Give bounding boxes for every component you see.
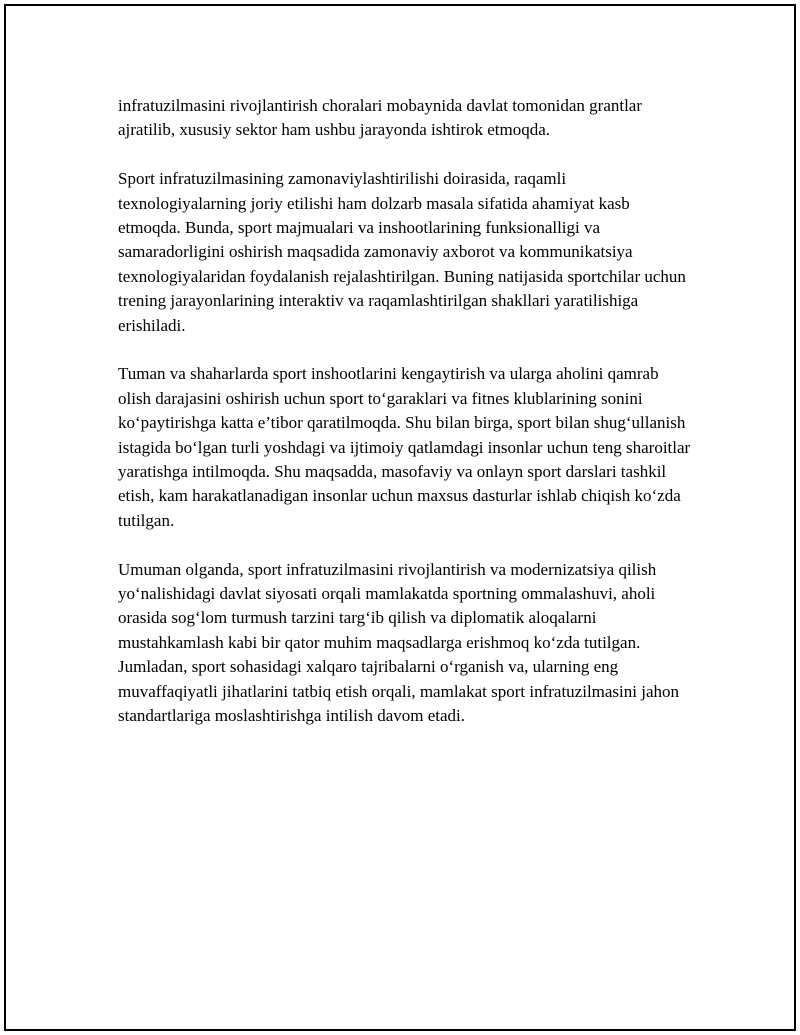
paragraph-4: Umuman olganda, sport infratuzilmasini rivojlantirish va modernizatsiya qilish yo‘nalishidagi davlat siyosati orqali mamlakatda sportning ommalashuvi, aholi orasida sog‘lom turmush tarzini targ‘ib qilish va diplomatik aloqalarni mustahkamlash kabi bir qator muhim maqsadlarga erishmoq ko‘zda tutilgan. Jumladan, sport sohasidagi xalqaro tajribalarni o‘rganish va, ularning eng muvaffaqiyatli jihatlarini tatbiq etish orqali, mamlakat sport infratuzilmasini jahon standartlariga moslashtirishga intilish davom etadi. [118,559,680,726]
document-body [118,94,693,753]
paragraph-2: Sport infratuzilmasining zamonaviylashtirilishi doirasida, raqamli texnologiyalarning joriy etilishi ham dolzarb masala sifatida ahamiyat kasb etmoqda. Bunda, sport majmualari va inshootlarining funksionalligi va samaradorligini oshirish maqsadida zamonaviy axborot va kommunikatsiya texnologiyalaridan foydalanish rejalashtirilgan. Buning natijasida sportchilar uchun trening jarayonlarining interaktiv va raqamlashtirilgan shakllari yaratilishiga erishiladi. [118,169,686,335]
document-page [4,4,796,1031]
paragraph-3: Tuman va shaharlarda sport inshootlarini kengaytirish va ularga aholini qamrab olish darajasini oshirish uchun sport to‘garaklari va fitnes klublarining sonini ko‘paytirishga katta e’tibor qaratilmoqda. Shu bilan birga, sport bilan shug‘ullanish istagida bo‘lgan turli yoshdagi va ijtimoiy qatlamdagi insonlar uchun teng sharoitlar yaratishga intilmoqda. Shu maqsadda, masofaviy va onlayn sport darslari tashkil etish, kam harakatlanadigan insonlar uchun maxsus dasturlar ishlab chiqish ko‘zda tutilgan. [118,364,691,530]
paragraph-1: infratuzilmasini rivojlantirish choralari mobaynida davlat tomonidan grantlar ajratilib, xususiy sektor ham ushbu jarayonda ishtirok etmoqda. [118,96,643,140]
